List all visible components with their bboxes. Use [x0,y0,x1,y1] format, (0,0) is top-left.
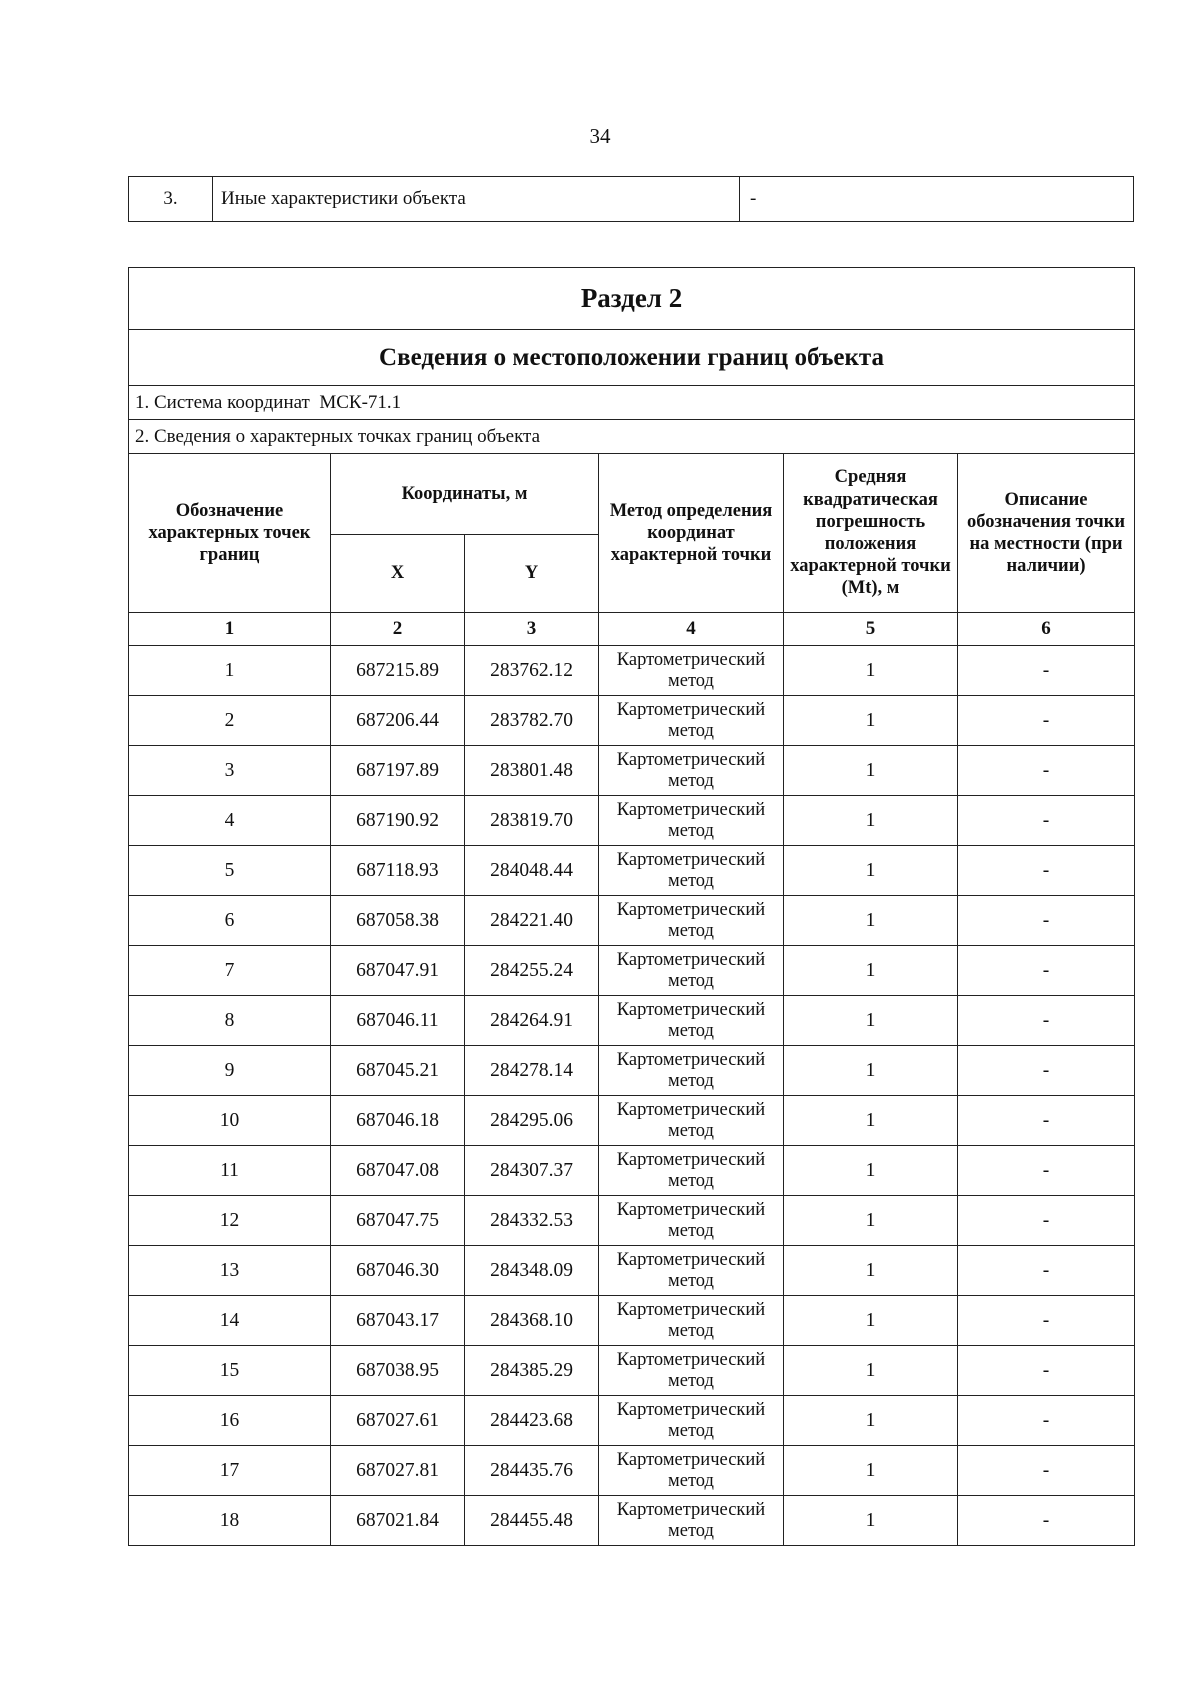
coordinate-y: 283801.48 [465,746,599,796]
table-row [129,796,1135,846]
point-number: 1 [129,646,331,696]
table-row [129,1096,1135,1146]
coordinate-x: 687206.44 [331,696,465,746]
coordinate-x: 687047.08 [331,1146,465,1196]
point-number: 11 [129,1146,331,1196]
description-cell: - [958,1346,1135,1396]
row-number: 3. [129,177,213,222]
section-title: Раздел 2 [129,268,1135,330]
point-number: 15 [129,1346,331,1396]
coordinate-y: 284423.68 [465,1396,599,1446]
row-value: - [740,177,1134,222]
description-cell: - [958,1096,1135,1146]
column-number: 3 [465,613,599,646]
error-cell: 1 [784,646,958,696]
point-number: 6 [129,896,331,946]
header-y: Y [465,535,599,613]
error-cell: 1 [784,1096,958,1146]
coordinate-x: 687190.92 [331,796,465,846]
coordinate-y: 284278.14 [465,1046,599,1096]
coordinate-y: 284307.37 [465,1146,599,1196]
point-number: 5 [129,846,331,896]
description-cell: - [958,746,1135,796]
description-cell: - [958,896,1135,946]
coordinate-x: 687058.38 [331,896,465,946]
error-cell: 1 [784,946,958,996]
column-number: 1 [129,613,331,646]
method-cell: Картометрический метод [599,1446,784,1496]
error-cell: 1 [784,1496,958,1546]
header-x: X [331,535,465,613]
table-row [129,1396,1135,1446]
table-row [129,646,1135,696]
method-cell: Картометрический метод [599,1046,784,1096]
coordinate-x: 687027.61 [331,1396,465,1446]
method-cell: Картометрический метод [599,646,784,696]
coordinate-y: 284295.06 [465,1096,599,1146]
description-cell: - [958,796,1135,846]
description-cell: - [958,996,1135,1046]
coordinate-y: 283762.12 [465,646,599,696]
object-characteristics-table [128,176,1134,222]
description-cell: - [958,1196,1135,1246]
point-number: 12 [129,1196,331,1246]
error-cell: 1 [784,1146,958,1196]
coordinate-x: 687046.11 [331,996,465,1046]
coordinate-x: 687045.21 [331,1046,465,1096]
method-cell: Картометрический метод [599,1096,784,1146]
table-row [129,846,1135,896]
description-cell: - [958,1296,1135,1346]
point-number: 13 [129,1246,331,1296]
header-designation: Обозначение характерных точек границ [129,454,331,613]
coordinate-system [129,386,1135,420]
coordinate-x: 687047.75 [331,1196,465,1246]
table-row [129,1496,1135,1546]
column-number: 2 [331,613,465,646]
error-cell: 1 [784,696,958,746]
point-number: 9 [129,1046,331,1096]
error-cell: 1 [784,1196,958,1246]
column-number: 6 [958,613,1135,646]
description-cell: - [958,1146,1135,1196]
point-number: 18 [129,1496,331,1546]
points-info-label: 2. Сведения о характерных точках границ объекта [129,420,1135,454]
point-number: 2 [129,696,331,746]
point-number: 17 [129,1446,331,1496]
error-cell: 1 [784,996,958,1046]
description-cell: - [958,1246,1135,1296]
method-cell: Картометрический метод [599,1196,784,1246]
table-row [129,1446,1135,1496]
coordinate-x: 687118.93 [331,846,465,896]
description-cell: - [958,946,1135,996]
boundary-points-table [128,267,1135,1546]
method-cell: Картометрический метод [599,696,784,746]
method-cell: Картометрический метод [599,946,784,996]
section-subtitle: Сведения о местоположении границ объекта [129,330,1135,386]
coordinate-system-value: МСК-71.1 [319,391,402,413]
coordinate-y: 284385.29 [465,1346,599,1396]
coordinate-system-label: 1. Система координат [135,391,310,413]
description-cell: - [958,696,1135,746]
point-number: 8 [129,996,331,1046]
header-method: Метод определения координат характерной точки [599,454,784,613]
coordinate-x: 687038.95 [331,1346,465,1396]
method-cell: Картометрический метод [599,796,784,846]
error-cell: 1 [784,1296,958,1346]
coordinate-y: 284435.76 [465,1446,599,1496]
method-cell: Картометрический метод [599,1496,784,1546]
point-number: 14 [129,1296,331,1346]
point-number: 4 [129,796,331,846]
row-label: Иные характеристики объекта [213,177,740,222]
point-number: 3 [129,746,331,796]
method-cell: Картометрический метод [599,996,784,1046]
error-cell: 1 [784,796,958,846]
coordinate-y: 283819.70 [465,796,599,846]
method-cell: Картометрический метод [599,846,784,896]
header-description: Описание обозначения точки на местности (при наличии) [958,454,1135,613]
description-cell: - [958,1046,1135,1096]
method-cell: Картометрический метод [599,746,784,796]
table-row [129,1046,1135,1096]
error-cell: 1 [784,1396,958,1446]
description-cell: - [958,1446,1135,1496]
header-error: Средняя квадратическая погрешность положения характерной точки (Mt), м [784,454,958,613]
point-number: 10 [129,1096,331,1146]
table-row [129,1246,1135,1296]
coordinate-y: 284221.40 [465,896,599,946]
table-row [129,1346,1135,1396]
description-cell: - [958,646,1135,696]
coordinate-x: 687047.91 [331,946,465,996]
table-row [129,1196,1135,1246]
table-row [129,1146,1135,1196]
table-row [129,996,1135,1046]
coordinate-y: 284348.09 [465,1246,599,1296]
table-row [129,177,1134,222]
coordinate-y: 284048.44 [465,846,599,896]
point-number: 16 [129,1396,331,1446]
coordinate-x: 687021.84 [331,1496,465,1546]
method-cell: Картометрический метод [599,896,784,946]
method-cell: Картометрический метод [599,1146,784,1196]
error-cell: 1 [784,846,958,896]
error-cell: 1 [784,1446,958,1496]
table-row [129,946,1135,996]
coordinate-y: 284264.91 [465,996,599,1046]
column-number: 4 [599,613,784,646]
coordinate-y: 283782.70 [465,696,599,746]
column-number: 5 [784,613,958,646]
description-cell: - [958,1496,1135,1546]
coordinate-x: 687043.17 [331,1296,465,1346]
page-number: 34 [589,124,611,148]
coordinate-y: 284255.24 [465,946,599,996]
header-coordinates: Координаты, м [331,454,599,535]
error-cell: 1 [784,1046,958,1096]
coordinate-x: 687197.89 [331,746,465,796]
method-cell: Картометрический метод [599,1246,784,1296]
error-cell: 1 [784,896,958,946]
description-cell: - [958,1396,1135,1446]
error-cell: 1 [784,1346,958,1396]
error-cell: 1 [784,746,958,796]
coordinate-x: 687027.81 [331,1446,465,1496]
table-row [129,746,1135,796]
error-cell: 1 [784,1246,958,1296]
method-cell: Картометрический метод [599,1346,784,1396]
description-cell: - [958,846,1135,896]
method-cell: Картометрический метод [599,1296,784,1346]
coordinate-y: 284455.48 [465,1496,599,1546]
coordinate-x: 687046.18 [331,1096,465,1146]
coordinate-x: 687215.89 [331,646,465,696]
table-row [129,896,1135,946]
point-number: 7 [129,946,331,996]
column-numbers-row [129,613,1135,646]
coordinate-y: 284332.53 [465,1196,599,1246]
method-cell: Картометрический метод [599,1396,784,1446]
coordinate-y: 284368.10 [465,1296,599,1346]
coordinate-x: 687046.30 [331,1246,465,1296]
table-row [129,696,1135,746]
table-row [129,1296,1135,1346]
